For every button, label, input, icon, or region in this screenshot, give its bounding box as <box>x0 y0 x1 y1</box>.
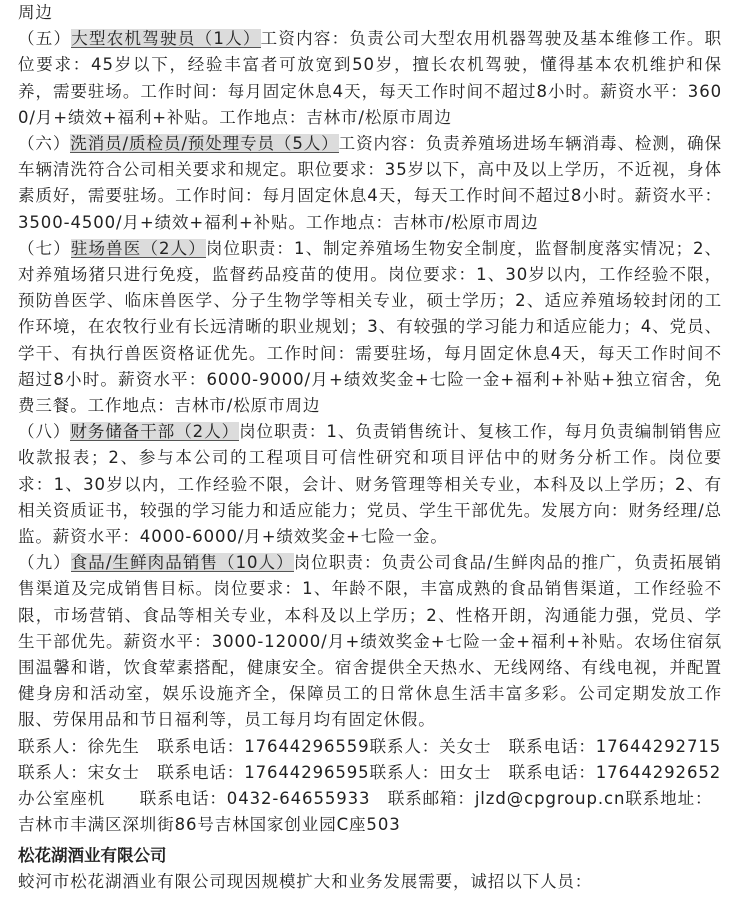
job-description: 岗位职责：1、制定养殖场生物安全制度，监督制度落实情况；2、对养殖场猪只进行免疫，监督药品疫苗的使用。岗位要求：1、30岁以内，工作经验不限，预防兽医学、临床兽医学、分子生物学等相关专业，硕士学历；2、适应养殖场较封闭的工作环境，在农牧行业有长远清晰的职业规划；3、有较强的学习能力和适应能力；4、党员、学干、有执行兽医资格证优先。工作时间：需要驻场，每月固定休息4天，每天工作时间不超过8小时。薪资水平：6000-9000/月+绩效奖金+七险一金+福利+补贴+独立宿舍，免费三餐。工作地点：吉林市/松原市周边 <box>18 238 723 416</box>
job-posting-8 <box>18 419 722 550</box>
job-title-highlight: 财务储备干部（2人） <box>70 422 240 442</box>
company-intro: 蛟河市松花湖酒业有限公司现因规模扩大和业务发展需要，诚招以下人员： <box>18 871 593 891</box>
job-posting-9 <box>18 550 722 733</box>
contact-info: 联系人：徐先生 联系电话：17644296559联系人：关女士 联系电话：17644292715联系人：宋女士 联系电话：17644296595联系人：田女士 联系电话：17644292652办公室座机 联系电话：0432-64655933 联系邮箱：jlzd@cpgroup.cn联系地址：吉林市丰满区深圳街86号吉林国家创业园C座503 <box>18 736 722 835</box>
job-index: （七） <box>18 238 71 258</box>
job-index: （八） <box>18 422 71 442</box>
job-title-highlight: 洗消员/质检员/预处理专员（5人） <box>70 134 339 154</box>
job-posting-7 <box>18 236 722 419</box>
document-body <box>18 0 722 895</box>
job-description: 岗位职责：负责公司食品/生鲜肉品的推广，负责拓展销售渠道及完成销售目标。岗位要求：1、年龄不限，丰富成熟的食品销售渠道，工作经验不限，市场营销、食品等相关专业，本科及以上学历；2、性格开朗，沟通能力强，党员、学生干部优先。薪资水平：3000-12000/月+绩效奖金+七险一金+福利+补贴。农场住宿氛围温馨和谐，饮食荤素搭配，健康安全。宿舍提供全天热水、无线网络、有线电视，并配置健身房和活动室，娱乐设施齐全，保障员工的日常休息生活丰富多彩。公司定期发放工作服、劳保用品和节日福利等，员工每月均有固定休假。 <box>18 553 723 730</box>
job-description: 工资内容：负责公司大型农用机器驾驶及基本维修工作。职位要求：45岁以下，经验丰富者可放宽到50岁，擅长农机驾驶，懂得基本农机维护和保养，需要驻场。工作时间：每月固定休息4天，每天工作时间不超过8小时。薪资水平：3600/月+绩效+福利+补贴。工作地点：吉林市/松原市周边 <box>18 29 722 127</box>
job-title-highlight: 大型农机驾驶员（1人） <box>71 29 261 49</box>
job-index: （九） <box>18 553 71 573</box>
job-title-highlight: 食品/生鲜肉品销售（10人） <box>70 553 294 573</box>
job-posting-5 <box>18 26 722 131</box>
job-description: 岗位职责：1、负责销售统计、复核工作，每月负责编制销售应收款报表；2、参与本公司的工程项目可信性研究和项目评估中的财务分析工作。岗位要求：1、30岁以内，工作经验不限，会计、财务管理等相关专业，本科及以上学历；2、有相关资质证书，较强的学习能力和适应能力；党员、学生干部优先。发展方向：财务经理/总监。薪资水平：4000-6000/月+绩效奖金+七险一金。 <box>18 422 723 547</box>
job-index: （五） <box>18 29 72 49</box>
job-title-highlight: 驻场兽医（2人） <box>70 238 206 258</box>
job-index: （六） <box>18 134 71 154</box>
job-description: 工资内容：负责养殖场进场车辆消毒、检测，确保车辆清洗符合公司相关要求和规定。职位要求：35岁以下，高中及以上学历，不近视，身体素质好，需要驻场。工作时间：每月固定休息4天，每天工作时间不超过8小时。薪资水平：3500-4500/月+绩效+福利+补贴。工作地点：吉林市/松原市周边 <box>18 134 722 232</box>
job-posting-6 <box>18 131 722 236</box>
previous-location-tail: 周边 <box>18 3 53 22</box>
company-heading: 松花湖酒业有限公司 <box>18 845 167 865</box>
